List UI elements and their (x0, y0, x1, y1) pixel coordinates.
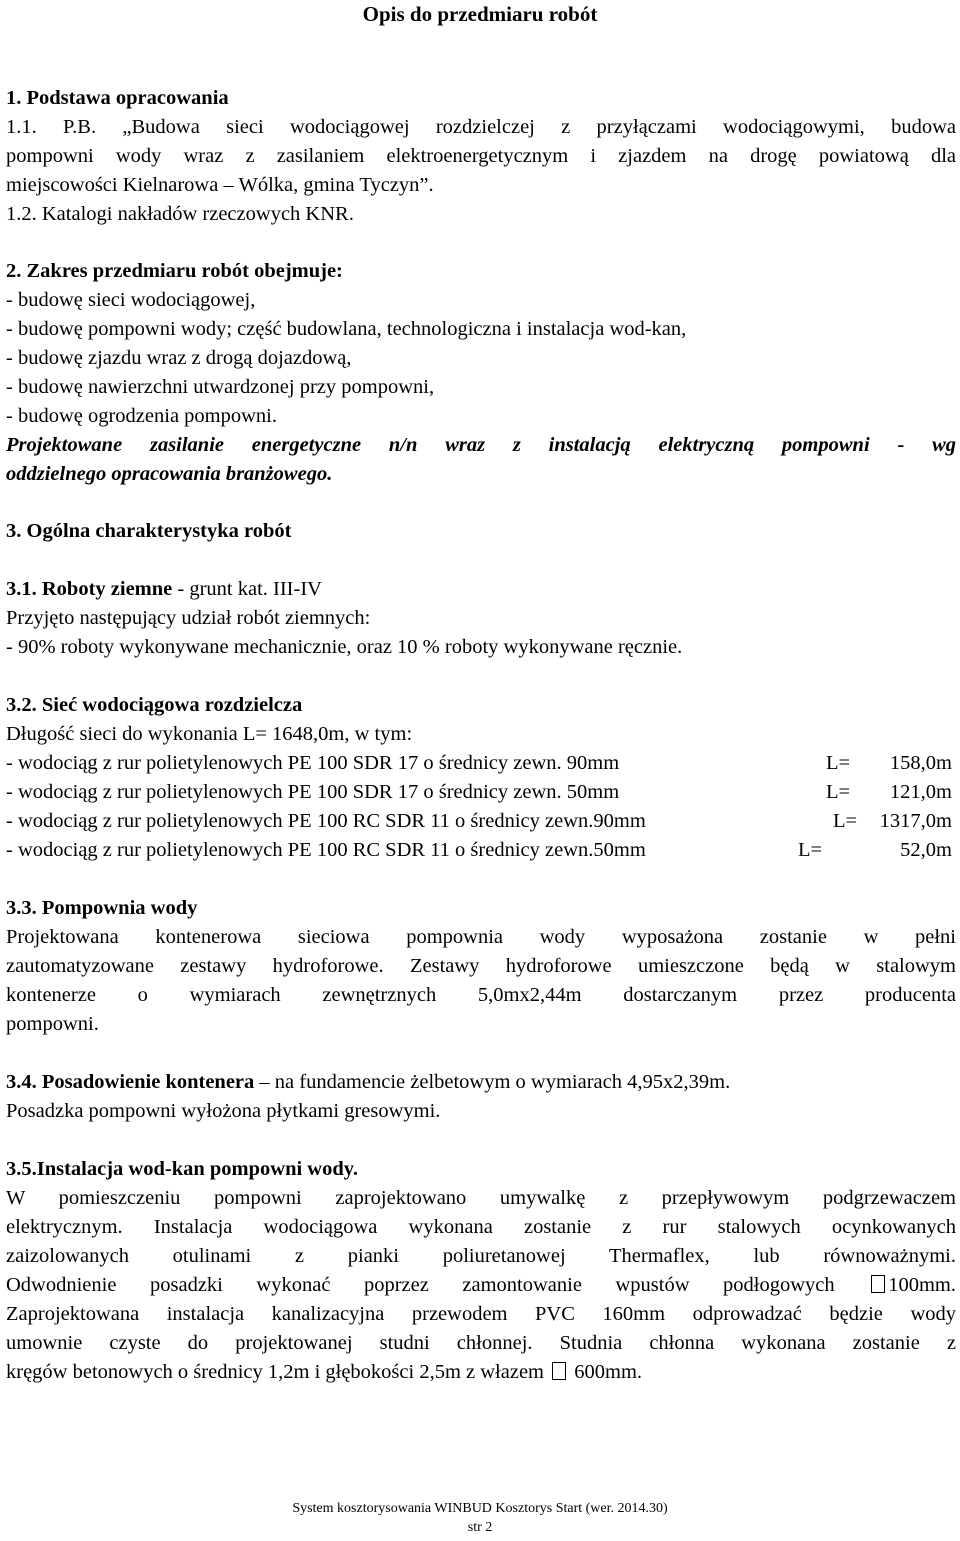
pipe-description: - wodociąg z rur polietylenowych PE 100 RC SDR 11 o średnicy zewn.50mm (6, 839, 646, 861)
section-3-5-heading: 3.5.Instalacja wod-kan pompowni wody. (6, 1158, 358, 1180)
section-3-5-text (6, 1358, 642, 1387)
section-1-1-line: 1.1. P.B. „Budowa sieci wodociągowej rozdzielczej z przyłączami wodociągowymi, budowa (6, 116, 956, 138)
drain-text: Odwodnienie posadzki wykonać poprzez zamontowanie wpustów podłogowych (6, 1274, 835, 1296)
section-3-5-text: W pomieszczeniu pompowni zaprojektowano umywalkę z przepływowym podgrzewaczem (6, 1187, 956, 1209)
pipe-description: - wodociąg z rur polietylenowych PE 100 RC SDR 11 o średnicy zewn.90mm (6, 810, 646, 832)
section-1-2: 1.2. Katalogi nakładów rzeczowych KNR. (6, 203, 354, 225)
section-3-3-text: Projektowana kontenerowa sieciowa pompownia wody wyposażona zostanie w pełni (6, 926, 956, 948)
well-text: kręgów betonowych o średnicy 1,2m i głębokości 2,5m z włazem (6, 1361, 544, 1383)
section-3-4-foundation: – na fundamencie żelbetowym o wymiarach 4,95x2,39m. (254, 1071, 731, 1093)
section-3-3-heading (6, 894, 197, 923)
section-3-3-number: 3.3. (6, 897, 37, 919)
pipe-description: - wodociąg z rur polietylenowych PE 100 SDR 17 o średnicy zewn. 90mm (6, 752, 620, 774)
section-3-5-text: umownie czyste do projektowanej studni chłonnej. Studnia chłonna wykonana zostanie z (6, 1332, 956, 1354)
power-supply-note: oddzielnego opracowania branżowego. (6, 463, 333, 485)
pipe-row (6, 778, 952, 807)
section-3-1-title: Roboty ziemne (41, 578, 173, 600)
manhole-diameter: 600mm. (574, 1361, 643, 1383)
pipe-description: - wodociąg z rur polietylenowych PE 100 SDR 17 o średnicy zewn. 50mm (6, 781, 620, 803)
scope-item: - budowę ogrodzenia pompowni. (6, 405, 277, 427)
section-3-5-text: Zaprojektowana instalacja kanalizacyjna przewodem PVC 160mm odprowadzać będzie wody (6, 1303, 956, 1325)
section-2-heading: 2. Zakres przedmiaru robót obejmuje: (6, 260, 343, 282)
section-3-heading: 3. Ogólna charakterystyka robót (6, 520, 292, 542)
section-3-1-text: - 90% roboty wykonywane mechanicznie, oraz 10 % roboty wykonywane ręcznie. (6, 636, 683, 658)
pipe-length-value: 158,0m (889, 752, 952, 774)
scope-item: - budowę pompowni wody; część budowlana, technologiczna i instalacja wod-kan, (6, 318, 687, 340)
pipe-length-value: 121,0m (889, 781, 952, 803)
pipe-length-label: L= (826, 752, 851, 774)
section-1-1-line: pompowni wody wraz z zasilaniem elektroenergetycznym i zjazdem na drogę powiatową dla (6, 145, 956, 167)
section-1-heading: 1. Podstawa opracowania (6, 87, 229, 109)
section-3-3-text: pompowni. (6, 1013, 99, 1035)
section-3-2-number: 3.2. (6, 694, 37, 716)
section-3-4-title: Posadowienie kontenera (41, 1071, 255, 1093)
scope-item: - budowę nawierzchni utwardzonej przy pompowni, (6, 376, 435, 398)
pipe-row (6, 807, 952, 836)
section-3-5-text: zaizolowanych otulinami z pianki poliuretanowej Thermaflex, lub równoważnymi. (6, 1245, 956, 1267)
diameter-icon (871, 1275, 885, 1293)
section-3-3-text: zautomatyzowane zestawy hydroforowe. Zestawy hydroforowe umieszczone będą w stalowym (6, 955, 956, 977)
network-length: Długość sieci do wykonania L= 1648,0m, w tym: (6, 723, 413, 745)
section-3-3-text: kontenerze o wymiarach zewnętrznych 5,0mx2,44m dostarczanym przez producenta (6, 984, 956, 1006)
section-1-1-line: miejscowości Kielnarowa – Wólka, gmina Tyczyn”. (6, 174, 434, 196)
pipe-length-value: 1317,0m (879, 810, 952, 832)
section-3-1-number: 3.1. (6, 578, 37, 600)
page-number: str 2 (467, 1520, 493, 1535)
scope-item: - budowę zjazdu wraz z drogą dojazdową, (6, 347, 352, 369)
pipe-length-label: L= (833, 810, 858, 832)
footer-software: System kosztorysowania WINBUD Kosztorys Start (wer. 2014.30) (292, 1501, 668, 1516)
section-3-4-heading (6, 1068, 730, 1097)
pipe-row (6, 749, 952, 778)
page-title: Opis do przedmiaru robót (362, 2, 598, 26)
section-3-5-text (6, 1271, 956, 1300)
section-3-5-text: elektrycznym. Instalacja wodociągowa wykonana zostanie z rur stalowych ocynkowanych (6, 1216, 956, 1238)
pipe-length-value: 52,0m (900, 839, 952, 861)
section-3-4-text: Posadzka pompowni wyłożona płytkami gresowymi. (6, 1100, 441, 1122)
section-3-1-soil: - grunt kat. III-IV (172, 578, 322, 600)
section-3-3-title: Pompownia wody (41, 897, 198, 919)
section-3-1-heading (6, 575, 322, 604)
pipe-length-label: L= (798, 839, 823, 861)
drain-diameter: 100mm. (888, 1274, 957, 1296)
section-3-2-heading (6, 691, 302, 720)
section-3-4-number: 3.4. (6, 1071, 37, 1093)
pipe-row (6, 836, 952, 865)
scope-item: - budowę sieci wodociągowej, (6, 289, 256, 311)
section-3-1-text: Przyjęto następujący udział robót ziemnych: (6, 607, 371, 629)
diameter-icon (552, 1362, 566, 1380)
pipe-length-label: L= (826, 781, 851, 803)
power-supply-note: Projektowane zasilanie energetyczne n/n wraz z instalacją elektryczną pompowni - wg (6, 434, 956, 456)
section-3-2-title: Sieć wodociągowa rozdzielcza (41, 694, 303, 716)
